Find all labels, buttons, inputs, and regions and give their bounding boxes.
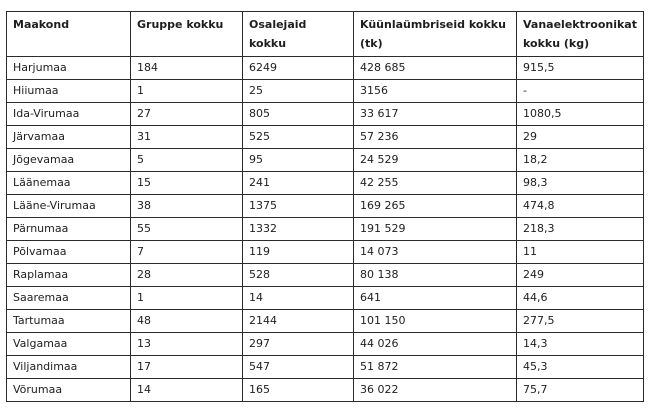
- cell-participants: 547: [243, 356, 354, 379]
- cell-groups: 38: [131, 195, 243, 218]
- cell-candle-casings: 80 138: [354, 264, 517, 287]
- table-body: [7, 57, 644, 402]
- cell-groups: 7: [131, 241, 243, 264]
- cell-participants: 95: [243, 149, 354, 172]
- cell-participants: 241: [243, 172, 354, 195]
- cell-groups: 15: [131, 172, 243, 195]
- cell-county: Jõgevamaa: [7, 149, 131, 172]
- header-row: [7, 12, 644, 57]
- cell-groups: 1: [131, 80, 243, 103]
- cell-county: Viljandimaa: [7, 356, 131, 379]
- table-row: [7, 172, 644, 195]
- cell-old-electronics: 474,8: [517, 195, 644, 218]
- table-row: [7, 218, 644, 241]
- cell-county: Lääne-Virumaa: [7, 195, 131, 218]
- table-row: [7, 57, 644, 80]
- cell-county: Raplamaa: [7, 264, 131, 287]
- table-row: [7, 356, 644, 379]
- cell-groups: 1: [131, 287, 243, 310]
- cell-groups: 48: [131, 310, 243, 333]
- cell-participants: 297: [243, 333, 354, 356]
- table-row: [7, 195, 644, 218]
- cell-participants: 525: [243, 126, 354, 149]
- cell-participants: 14: [243, 287, 354, 310]
- cell-participants: 2144: [243, 310, 354, 333]
- table-row: [7, 103, 644, 126]
- cell-old-electronics: 11: [517, 241, 644, 264]
- cell-old-electronics: 14,3: [517, 333, 644, 356]
- header-participants-total: Osalejaid kokku: [243, 12, 354, 57]
- cell-candle-casings: 14 073: [354, 241, 517, 264]
- cell-participants: 805: [243, 103, 354, 126]
- cell-old-electronics: 1080,5: [517, 103, 644, 126]
- cell-candle-casings: 428 685: [354, 57, 517, 80]
- cell-county: Tartumaa: [7, 310, 131, 333]
- cell-candle-casings: 44 026: [354, 333, 517, 356]
- cell-participants: 119: [243, 241, 354, 264]
- cell-county: Valgamaa: [7, 333, 131, 356]
- cell-participants: 1375: [243, 195, 354, 218]
- cell-old-electronics: 218,3: [517, 218, 644, 241]
- header-groups-total: Gruppe kokku: [131, 12, 243, 57]
- cell-groups: 31: [131, 126, 243, 149]
- cell-groups: 27: [131, 103, 243, 126]
- county-collection-table: [6, 11, 644, 402]
- cell-old-electronics: 45,3: [517, 356, 644, 379]
- table-row: [7, 264, 644, 287]
- table-row: [7, 310, 644, 333]
- cell-groups: 5: [131, 149, 243, 172]
- cell-participants: 1332: [243, 218, 354, 241]
- cell-groups: 184: [131, 57, 243, 80]
- table-row: [7, 333, 644, 356]
- header-county: Maakond: [7, 12, 131, 57]
- table-row: [7, 126, 644, 149]
- cell-county: Saaremaa: [7, 287, 131, 310]
- cell-county: Pärnumaa: [7, 218, 131, 241]
- cell-candle-casings: 169 265: [354, 195, 517, 218]
- cell-old-electronics: 277,5: [517, 310, 644, 333]
- cell-participants: 25: [243, 80, 354, 103]
- cell-county: Hiiumaa: [7, 80, 131, 103]
- cell-old-electronics: 44,6: [517, 287, 644, 310]
- cell-candle-casings: 191 529: [354, 218, 517, 241]
- cell-county: Harjumaa: [7, 57, 131, 80]
- header-candle-casings-total: Küünlaümbriseid kokku (tk): [354, 12, 517, 57]
- cell-candle-casings: 42 255: [354, 172, 517, 195]
- cell-old-electronics: 249: [517, 264, 644, 287]
- header-old-electronics-total: Vanaelektroonikat kokku (kg): [517, 12, 644, 57]
- table-header: [7, 12, 644, 57]
- cell-candle-casings: 3156: [354, 80, 517, 103]
- table-row: [7, 287, 644, 310]
- cell-old-electronics: 915,5: [517, 57, 644, 80]
- cell-participants: 528: [243, 264, 354, 287]
- cell-candle-casings: 36 022: [354, 379, 517, 402]
- cell-groups: 14: [131, 379, 243, 402]
- cell-old-electronics: 29: [517, 126, 644, 149]
- cell-candle-casings: 641: [354, 287, 517, 310]
- table-row: [7, 80, 644, 103]
- cell-county: Põlvamaa: [7, 241, 131, 264]
- cell-groups: 13: [131, 333, 243, 356]
- cell-old-electronics: 75,7: [517, 379, 644, 402]
- cell-candle-casings: 57 236: [354, 126, 517, 149]
- table-row: [7, 241, 644, 264]
- cell-old-electronics: 98,3: [517, 172, 644, 195]
- cell-groups: 28: [131, 264, 243, 287]
- cell-participants: 6249: [243, 57, 354, 80]
- cell-candle-casings: 24 529: [354, 149, 517, 172]
- cell-participants: 165: [243, 379, 354, 402]
- table-row: [7, 149, 644, 172]
- cell-county: Läänemaa: [7, 172, 131, 195]
- table-row: [7, 379, 644, 402]
- cell-county: Ida-Virumaa: [7, 103, 131, 126]
- cell-county: Võrumaa: [7, 379, 131, 402]
- cell-candle-casings: 33 617: [354, 103, 517, 126]
- cell-county: Järvamaa: [7, 126, 131, 149]
- cell-candle-casings: 51 872: [354, 356, 517, 379]
- cell-candle-casings: 101 150: [354, 310, 517, 333]
- cell-old-electronics: 18,2: [517, 149, 644, 172]
- cell-groups: 55: [131, 218, 243, 241]
- cell-old-electronics: -: [517, 80, 644, 103]
- cell-groups: 17: [131, 356, 243, 379]
